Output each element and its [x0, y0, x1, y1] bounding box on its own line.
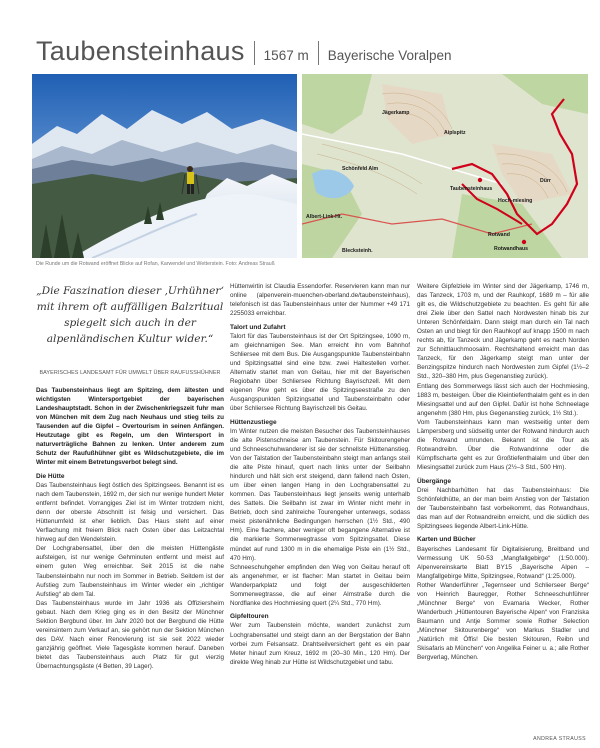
paragraph: Wer zum Taubenstein möchte, wandert zunächst zum Lochgrabensattel und steigt dann an der Bergstation der Bahn vorbei zum Felsansatz. Drahtseilversichert geht es ein paar Meter hinauf zum Kreuz, 1692 m (20–30 Min., 120 Hm). Der direkte Weg hinab zur Hütte ist Wildschutzgebiet und tabu.	[230, 622, 410, 666]
map-label-duerr: Dürr	[540, 178, 551, 184]
photo-caption: Die Runde um die Rotwand eröffnet Blicke auf Rofan, Karwendel und Wetterstein. Foto: Andreas Strauß	[36, 261, 275, 267]
heading-karten: Karten und Bücher	[417, 536, 476, 544]
pull-quote: „Die Faszination dieser ‚Urhühner‘ mit ihrem oft auffälligen Balzritual spiegelt sich auch in der alpenländischen Kultur wider.“	[36, 285, 224, 345]
paragraph: Rother Wanderführer „Tegernseer und Schlierseer Berge“ von Heinrich Bauregger, Rother Schneeschuhführer „Münchner Berge“ von Evamaria Wecker, Rother Wanderbuch „Hüttentouren Bayerische Alpen“ von Franziska Baumann und Antje Sommer sowie Rother Selection „Münchner Skitourenberge“ von Markus Stadler und „Natürlich mit Öffis! Die besten Skitouren, Reibn und Skisafaris ab München“ von Angelika Feiner u. a.; alle Rother Bergverlag, München.	[417, 581, 589, 662]
paragraph: Vom Taubensteinhaus kann man westseitig unter dem Lämpersberg und südseitig unter der Rotwand hindurch auch die Rotwand umrunden. Bekannt ist die Tour als Rotwandreibn. Über die Rotwandrinne oder die Kümpflscharte geht es zur Großtiefenthalalm und über den Miesingsattel zurück zum Haus (2½–3 Std., 500 Hm).	[417, 418, 589, 471]
column-1	[36, 386, 224, 671]
page-header	[36, 36, 580, 70]
column-2	[230, 282, 410, 667]
paragraph: Der Lochgrabensattel, über den die meisten Hüttengäste aufsteigen, ist nur wenige Gehminuten entfernt und meist auf einem guten Weg erreichbar. Seit 2015 ist die nahe Taubensteinbahn nur noch im Sommer in Betrieb. Seitdem ist der Aufstieg zum Taubensteinhaus im Winter wieder ein „richtiger Aufstieg“ ab dem Tal.	[36, 545, 224, 598]
heading-talort: Talort und Zufahrt	[230, 323, 286, 331]
paragraph: Entlang des Sommerwegs lässt sich auch der Hochmiesing, 1883 m, besteigen. Über die Kleintiefenthalalm geht es in den Miesingsattel und auf den Gipfel. Dafür ist hohe Schneelage angenehm (380 Hm, plus Gegenanstieg zurück, 1½ Std.).	[417, 382, 589, 417]
map-label-schoenfeld-alm: Schönfeld Alm	[342, 166, 379, 172]
map-label-taubensteinhaus: Taubensteinhaus	[450, 186, 493, 192]
region-divider	[318, 41, 319, 65]
map-label-rotwandhaus: Rotwandhaus	[494, 246, 529, 252]
heading-uebergaenge: Übergänge	[417, 477, 451, 485]
heading-huettenzustiege: Hüttenzustiege	[230, 418, 277, 426]
pull-quote-source: BAYERISCHES LANDESAMT FÜR UMWELT ÜBER RAUFUSSHÜHNER	[39, 370, 221, 376]
mountain-photo	[32, 74, 297, 258]
paragraph: Weitere Gipfelziele im Winter sind der Jägerkamp, 1746 m, das Tanzeck, 1703 m, und der Rauhkopf, 1689 m – für alle gilt es, die Wildschutzgebiete zu beachten. Es geht für alle drei Ziele über den Sattel nach Nordwesten hinab bis zur Unteren Schönfeldalm. Dann steigt man durch ein Tal nach Osten an und biegt für den Rauhkopf auf knapp 1500 m nach rechts ab, für Tanzeck und Jägerkamp geht es nach Norden zur Schnittlauchmoosalm. Rechtshaltend erreicht man das Tanzeck, für den Jägerkamp steigt man unter der Benzingspitze hindurch nach Nordwesten zum Gipfel (1½–2 Std., 320–380 Hm, plus Gegenanstieg zurück).	[417, 283, 589, 381]
region-name: Bayerische Voralpen	[327, 48, 452, 63]
heading-gipfeltouren: Gipfeltouren	[230, 613, 269, 621]
hut-marker-icon	[522, 240, 526, 244]
lead-paragraph: Das Taubensteinhaus liegt am Spitzing, dem ältesten und wichtigsten Wintersportgebiet der bayerischen Landeshauptstadt. Schon in der Zwischenkriegszeit fuhr man von München mit dem Zug nach Neuhaus und stieg teils zu Tausenden auf die Gipfel – Overtourism in seinen Anfängen. Heutzutage gibt es Regeln, um den Wintersport in naturverträgliche Bahnen zu lenken. Unter anderem zum Schutz der Raufußhühner gibt es Wildschutzgebiete, die im Winter mit einem Betretungsverbot belegt sind.	[36, 387, 224, 467]
paragraph: Das Taubensteinhaus wurde im Jahr 1936 als Offiziersheim gebaut. Nach dem Krieg ging es in den Besitz der Münchner Sektion Bergbund über. Im Jahr 2020 bot der Bergbund die Hütte vereinsintern zum Verkauf an, sie gehört nun der Sektion München des DAV. Nach einer Renovierung ist sie seit 2022 wieder ganzjährig geöffnet. Viele Tagesgäste kommen herauf. Daneben bietet das Taubensteinhaus auch Platz für gut vierzig Übernachtungsgäste (4 Betten, 39 Lager).	[36, 599, 224, 670]
map-label-blecksteinh: Blecksteinh.	[342, 248, 373, 254]
heading-die-huette: Die Hütte	[36, 473, 65, 481]
hut-marker-icon	[478, 178, 482, 182]
page-title: Taubensteinhaus	[36, 36, 245, 66]
paragraph: Hüttenwirtin ist Claudia Essendorfer. Reservieren kann man nur online (alpenverein-muenchen-oberland.de/taubensteinhaus), telefonisch ist das Taubensteinhaus unter der Nummer +49 171 2255033 erreichbar.	[230, 283, 410, 318]
column-3	[417, 282, 589, 662]
paragraph: Talort für das Taubensteinhaus ist der Ort Spitzingsee, 1090 m, am gleichnamigen See. Man erreicht ihn vom Bahnhof Schliersee mit dem Bus. Die Ausgangspunkte Taubensteinbahn und Spitzingsattel sind eine bzw. zwei Haltestellen vorher. Alternativ startet man von Geitau, hier mit der Bayerischen Regiobahn über Schliersee Richtung Bayrischzell. Mit dem eigenen Pkw geht es über die Spitzingseestraße zu den Ausgangspunkten Spitzingsattel und Taubensteinbahn oder über Schliersee Richtung Bayrischzell bis Geitau.	[230, 332, 410, 413]
paragraph: Bayerisches Landesamt für Digitalisierung, Breitband und Vermessung UK 50-53 „Mangfallgebirge“ (1:50.000). Alpenvereinskarte Blatt BY15 „Bayerische Alpen – Mangfallgebirge Mitte, Spitzingsee, Rotwand“ (1:25.000).	[417, 545, 589, 580]
title-divider	[254, 41, 255, 65]
map-label-jaegerkamp: Jägerkamp	[382, 110, 410, 116]
paragraph: Das Taubensteinhaus liegt östlich des Spitzingsees. Benannt ist es nach dem Taubenstein, 1692 m, der sich nur wenige hundert Meter entfernt befindet. Vorrangiges Ziel ist im Winter trotzdem nicht, denn der oberste Abschnitt ist felsig und versichert. Das Hüttenumfeld ist eher lieblich. Das Haus steht auf einer Verflachung mit freiem Blick nach Osten über das Leitzachtal hinweg auf den Wendelstein.	[36, 482, 224, 544]
map-label-albert-link: Albert-Link-Ht.	[306, 214, 343, 220]
author-credit: ANDREA STRAUSS	[533, 736, 586, 742]
route-map-illustration	[302, 74, 588, 258]
paragraph: Im Winter nutzen die meisten Besucher des Taubensteinhauses die alte Pistenschneise am Taubenstein. Für Skitourengeher und Schneeschuhwanderer ist sie der schnellste Hüttenanstieg. Von der Talstation der Taubensteinbahn steigt man anfangs steil die alte Piste hinauf, quert nach links unter der Seilbahn hindurch und hält sich erst steigend, dann fallend nach Osten, um über einen langen Hang in den Lochgrabensattel zu kommen. Das Taubensteinhaus liegt jenseits wenig unterhalb des Sattels. Die Seilbahn ist zwar im Winter nicht mehr in Betrieb, doch sind zahlreiche Tourengeher unterwegs, sodass meist pistenähnliche Bedingungen herrschen (1½ Std., 490 Hm). Eine flachere, aber weniger oft begangene Alternative ist die markierte Sommerwegtrasse vom Spitzingsattel. Diese mündet auf rund 1300 m in die ehemalige Piste ein (1½ Std., 470 Hm).	[230, 427, 410, 562]
route-map	[302, 74, 588, 258]
paragraph: Schneeschuhgeher empfinden den Weg von Geitau herauf oft als angenehmer, er ist flacher: Man startet in Geitau beim Wanderparkplatz und folgt der ausgeschilderten Sommerwegtrasse, die auf einer Almstraße durch die Nordflanke des Hochmiesing quert (2¼ Std., 770 Hm).	[230, 563, 410, 607]
map-label-rotwand: Rotwand	[488, 232, 510, 238]
map-label-aiplspitz: Aiplspitz	[444, 130, 466, 136]
hut-altitude: 1567 m	[263, 48, 309, 63]
paragraph: Drei Nachbarhütten hat das Taubensteinhaus: Die Schönfeldhütte, an der man beim Anstieg von der Talstation der Taubensteinbahn fast vorbeikommt, das Rotwandhaus, das man auf der Rotwandreibn erreicht, und die südlich des Spitzingsees liegende Albert-Link-Hütte.	[417, 486, 589, 530]
mountain-photo-illustration	[32, 74, 297, 258]
map-label-hochmiesing: Hoch-miesing	[498, 198, 533, 204]
